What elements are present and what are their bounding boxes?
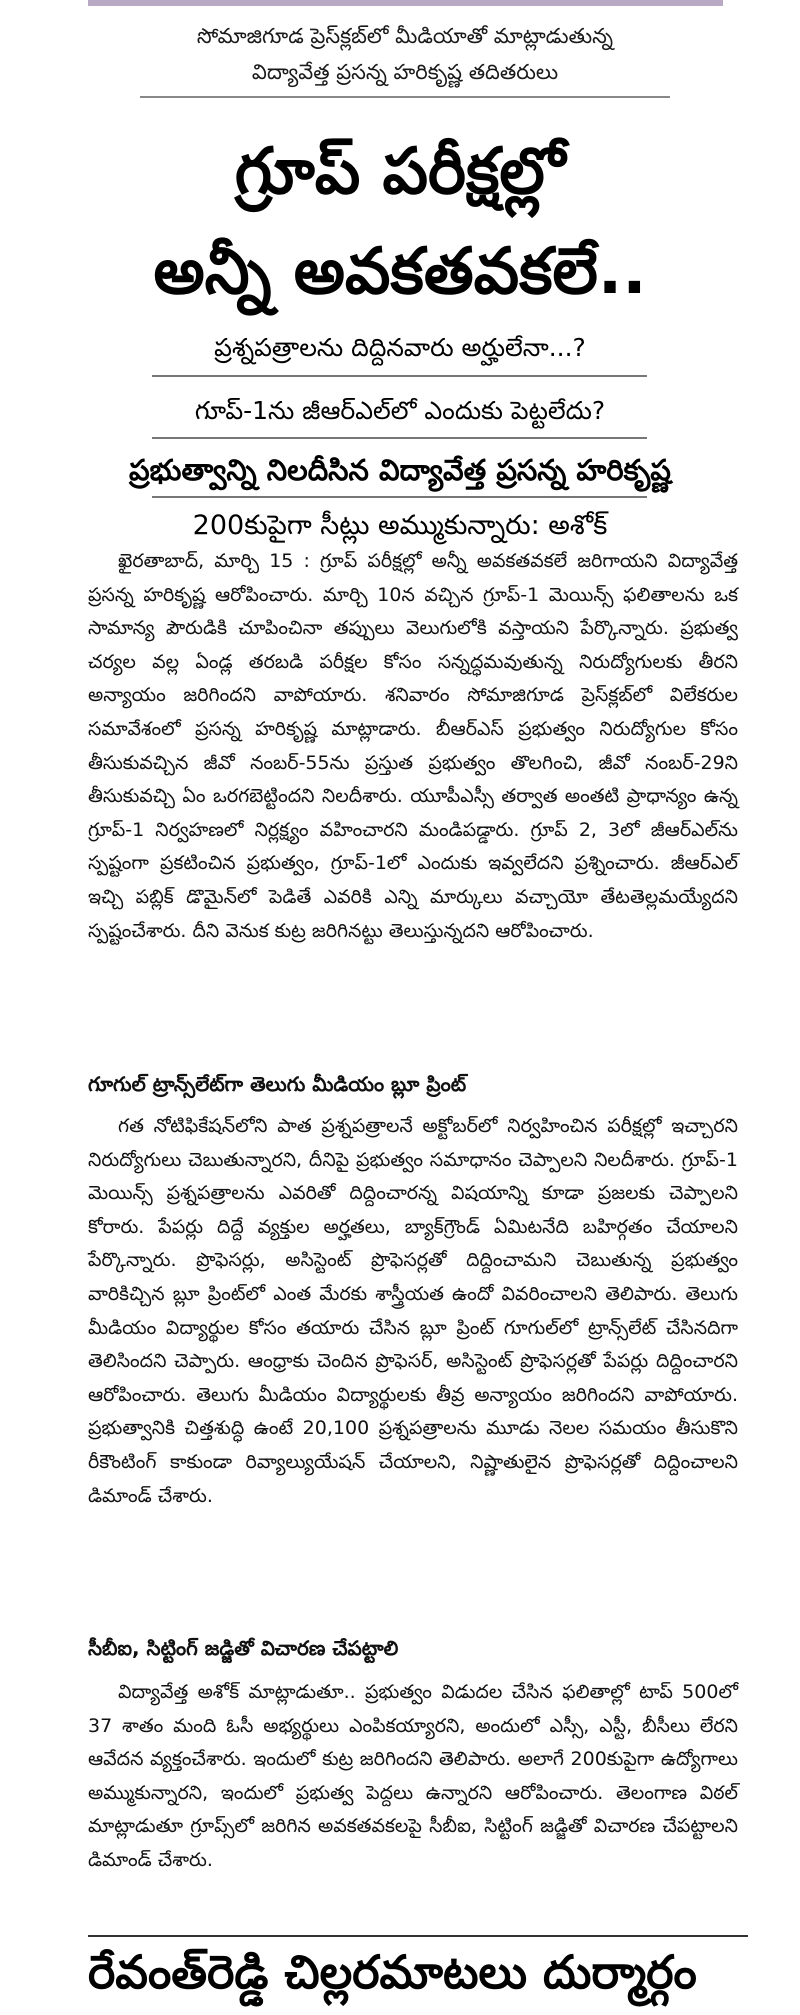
caption-line-1: సోమాజిగూడ ప్రెస్‌క్లబ్‌లో మీడియాతో మాట్లాడుతున్న xyxy=(196,24,614,48)
section-heading-2: సీబీఐ, సిట్టింగ్ జడ్జితో విచారణ చేపట్టాలి xyxy=(88,1636,399,1660)
subhead-4: 200కుపైగా సీట్లు అమ్ముకున్నారు: అశోక్ xyxy=(192,510,608,541)
subhead-divider xyxy=(152,496,647,498)
paragraph-text: గత నోటిఫికేషన్‌లోని పాత ప్రశ్నపత్రాలనే అక్టోబర్‌లో నిర్వహించిన పరీక్షల్లో ఇచ్చారని నిరుద్యోగులు చెబుతున్నారని, దీనిపై ప్రభుత్వం సమాధానం చెప్పాలని నిలదీశారు. గ్రూప్-1 మెయిన్స్ ప్రశ్నపత్రాలను ఎవరితో దిద్దించారన్న విషయాన్ని కూడా ప్రజలకు చెప్పాలని కోరారు. పేపర్లు దిద్దే వ్యక్తుల అర్హతలు, బ్యాక్‌గ్రౌండ్ ఏమిటనేది బహిర్గతం చేయాలని పేర్కొన్నారు. ప్రొఫెసర్లు, అసిస్టెంట్ ప్రొఫెసర్లతో దిద్దించామని చెబుతున్న ప్రభుత్వం వారికిచ్చిన బ్లూ ప్రింట్‌లో ఎంత మేరకు శాస్త్రీయత ఉందో వివరించాలని తెలిపారు. తెలుగు మీడియం విద్యార్థుల కోసం తయారు చేసిన బ్లూ ప్రింట్ గూగుల్‌లో ట్రాన్స్‌లేట్ చేసినదిగా తెలిసిందని చెప్పారు. ఆంధ్రాకు చెందిన ప్రొఫెసర్, అసిస్టెంట్ ప్రొఫెసర్లతో పేపర్లు దిద్దించారని ఆరోపించారు. తెలుగు మీడియం విద్యార్థులకు తీవ్ర అన్యాయం జరిగిందని వాపోయారు. ప్రభుత్వానికి చిత్తశుద్ధి ఉంటే 20,100 ప్రశ్నపత్రాలను మూడు నెలల సమయం తీసుకొని రీకౌంటింగ్ కాకుండా రివ్యాల్యుయేషన్ చేయాలని, నిష్ణాతులైన ప్రొఫెసర్లతో దిద్దించాలని డిమాండ్ చేశారు. xyxy=(88,1115,738,1507)
photo-edge xyxy=(88,0,723,6)
photo-caption xyxy=(140,18,670,98)
caption-rule xyxy=(140,96,670,98)
subhead-3: ప్రభుత్వాన్ని నిలదీసిన విద్యావేత్త ప్రసన్న హరికృష్ణ xyxy=(129,453,671,487)
subhead-divider xyxy=(152,375,647,377)
headline-line-2: అన్నీ అవకతవకలే.. xyxy=(153,235,647,309)
article-paragraph-3 xyxy=(88,1676,738,1878)
article-paragraph-2 xyxy=(88,1110,738,1513)
subhead-2: గూప్-1ను జీఆర్‌ఎల్‌లో ఎందుకు పెట్టలేదు? xyxy=(194,396,606,425)
caption-line-2: విద్యావేత్త ప్రసన్న హరికృష్ణ తదితరులు xyxy=(251,60,559,84)
section-heading-1: గూగుల్ ట్రాన్స్‌లేట్‌గా తెలుగు మీడియం బ్లూ ప్రింట్ xyxy=(88,1072,467,1096)
headline-line-1: గ్రూప్ పరీక్షల్లో xyxy=(234,135,566,209)
article-paragraph-1 xyxy=(88,545,738,948)
paragraph-text: ఖైరతాబాద్, మార్చి 15 : గ్రూప్ పరీక్షల్లో అన్నీ అవకతవకలే జరిగాయని విద్యావేత్త ప్రసన్న హరికృష్ణ ఆరోపించారు. మార్చి 10న వచ్చిన గ్రూప్-1 మెయిన్స్ ఫలితాలను ఒక సామాన్య పౌరుడికి చూపించినా తప్పులు వెలుగులోకి వస్తాయని పేర్కొన్నారు. ప్రభుత్వ చర్యల వల్ల ఏండ్ల తరబడి పరీక్షల కోసం సన్నద్ధమవుతున్న నిరుద్యోగులకు తీరని అన్యాయం జరిగిందని వాపోయారు. శనివారం సోమాజిగూడ ప్రెస్‌క్లబ్‌లో విలేకరుల సమావేశంలో ప్రసన్న హరికృష్ణ మాట్లాడారు. బీఆర్‌ఎస్ ప్రభుత్వం నిరుద్యోగుల కోసం తీసుకువచ్చిన జీవో నంబర్-55ను ప్రస్తుత ప్రభుత్వం తొలగించి, జీవో నంబర్-29ని తీసుకువచ్చి ఏం ఒరగబెట్టిందని నిలదీశారు. యూపీఎస్సీ తర్వాత అంతటి ప్రాధాన్యం ఉన్న గ్రూప్-1 నిర్వహణలో నిర్లక్ష్యం వహించారని మండిపడ్డారు. గ్రూప్ 2, 3లో జీఆర్‌ఎల్‌ను స్పష్టంగా ప్రకటించిన ప్రభుత్వం, గ్రూప్-1లో ఎందుకు ఇవ్వలేదని ప్రశ్నించారు. జీఆర్‌ఎల్ ఇచ్చి పబ్లిక్ డొమైన్‌లో పెడితే ఎవరికి ఎన్ని మార్కులు వచ్చాయో తేటతెల్లమయ్యేదని స్పష్టంచేశారు. దీని వెనుక కుట్ర జరిగినట్టు తెలుస్తున్నదని ఆరోపించారు. xyxy=(88,550,738,942)
next-article-headline: రేవంత్‌రెడ్డి చిల్లరమాటలు దుర్మార్గం xyxy=(88,1935,748,2007)
subhead-1: ప్రశ్నపత్రాలను దిద్దినవారు అర్హులేనా...? xyxy=(214,333,586,362)
paragraph-text: విద్యావేత్త అశోక్ మాట్లాడుతూ.. ప్రభుత్వం విడుదల చేసిన ఫలితాల్లో టాప్ 500లో 37 శాతం మంది ఓసీ అభ్యర్థులు ఎంపికయ్యారని, అందులో ఎస్సీ, ఎస్టీ, బీసీలు లేరని ఆవేదన వ్యక్తంచేశారు. ఇందులో కుట్ర జరిగిందని తెలిపారు. అలాగే 200కుపైగా ఉద్యోగాలు అమ్ముకున్నారని, ఇందులో ప్రభుత్వ పెద్దలు ఉన్నారని ఆరోపించారు. తెలంగాణ విఠల్ మాట్లాడుతూ గ్రూప్స్‌లో జరిగిన అవకతవకలపై సీబీఐ, సిట్టింగ్ జడ్జితో విచారణ చేపట్టాలని డిమాండ్ చేశారు. xyxy=(88,1681,738,1871)
subhead-divider xyxy=(152,437,647,439)
